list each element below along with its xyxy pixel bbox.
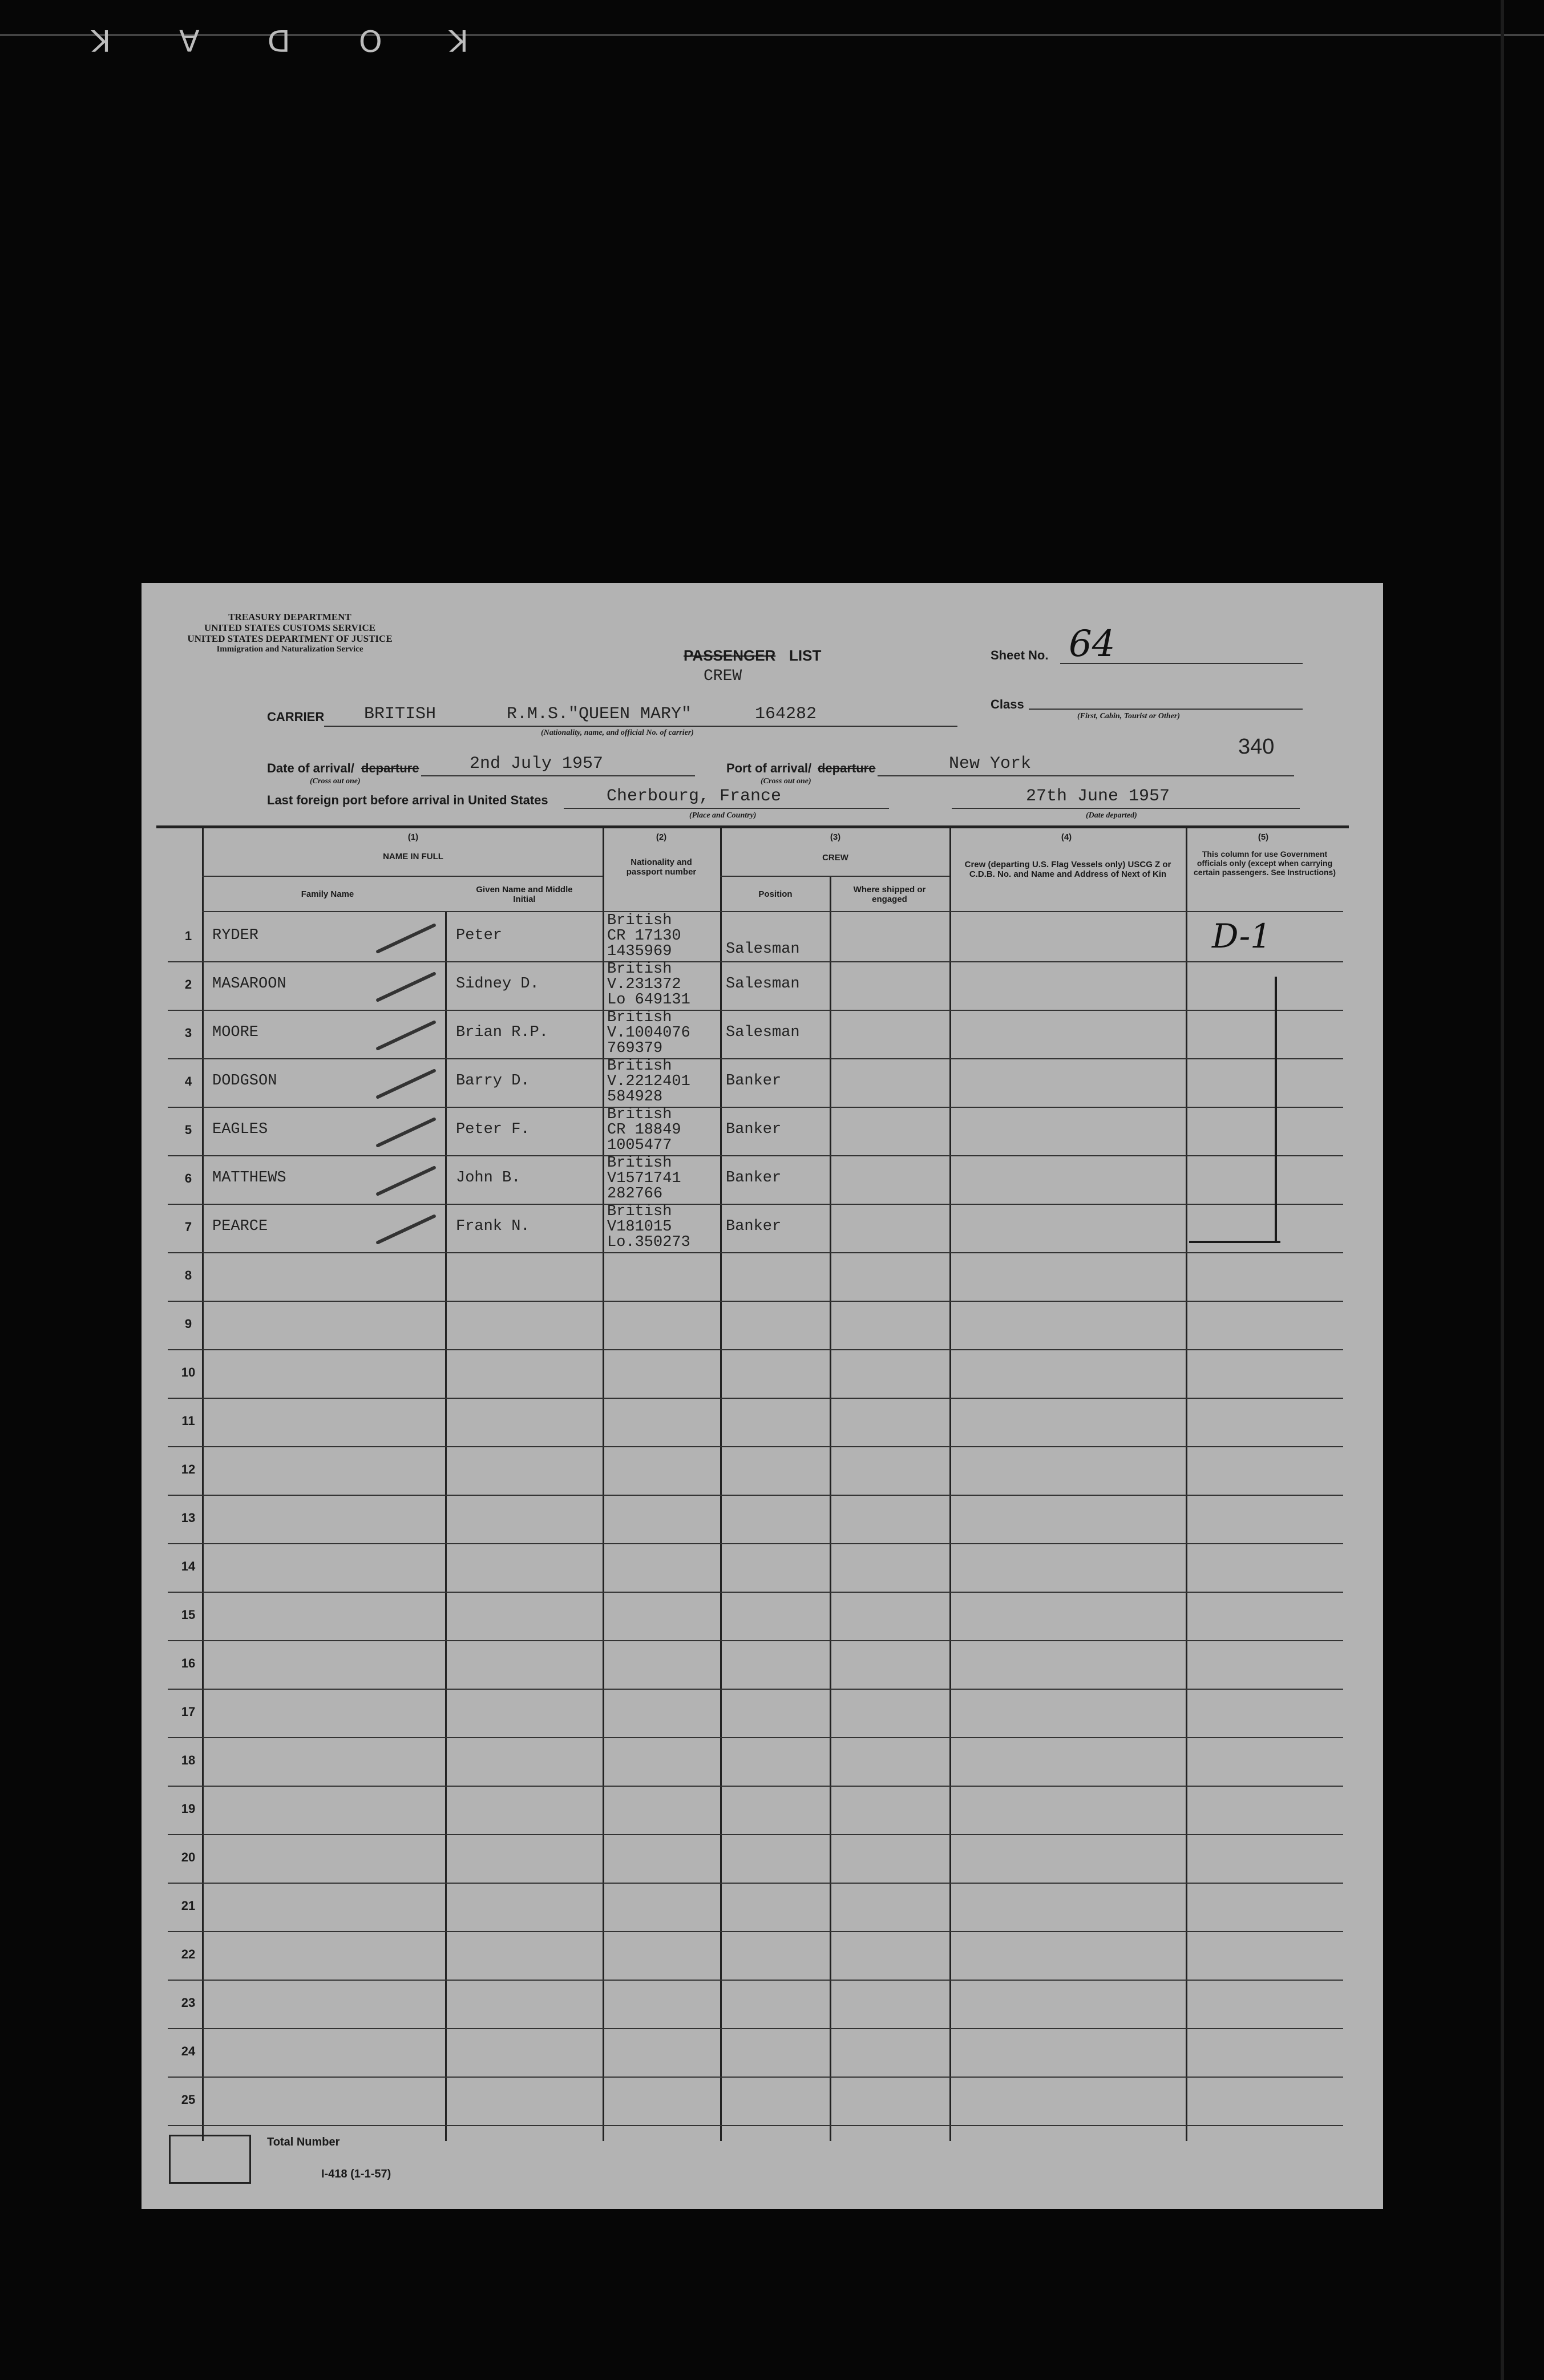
passport-line-3: Lo.350273 [607, 1234, 690, 1251]
col5-bracket-line [1275, 977, 1277, 1242]
table-row: 2 MASAROON Sidney D. British V.231372 Lo 649131 Salesman [168, 961, 1343, 1011]
col3a-position: Position [758, 889, 793, 899]
class-underline [1029, 709, 1303, 710]
position-cell: Banker [726, 1121, 782, 1138]
passport-line-2: V.231372 [607, 976, 681, 993]
form-id: I-418 (1-1-57) [321, 2168, 391, 2180]
class-label: Class [991, 697, 1024, 711]
last-port-underline [564, 808, 889, 809]
table-row: 13 [168, 1495, 1343, 1544]
position-cell: Salesman [726, 1024, 800, 1041]
table-row: 5 EAGLES Peter F. British CR 18849 1005477 Banker [168, 1107, 1343, 1156]
sheet-no-label: Sheet No. [991, 648, 1049, 662]
carrier-nationality: BRITISH [364, 705, 436, 724]
last-port-hint: (Place and Country) [689, 811, 757, 820]
header-bottom-rule [202, 911, 1343, 912]
port-underline [878, 775, 1294, 776]
passport-line-3: 1435969 [607, 943, 672, 960]
carrier-ship-name: R.M.S."QUEEN MARY" [507, 705, 692, 724]
given-name-cell: John B. [456, 1169, 521, 1187]
table-row: 14 [168, 1543, 1343, 1593]
position-cell: Salesman [726, 941, 800, 958]
passport-line-2: V.1004076 [607, 1025, 690, 1042]
family-name-cell: EAGLES [212, 1121, 268, 1138]
passport-line-1: British [607, 912, 672, 929]
col5-title: This column for use Government officials only (except when carrying certain passengers. See Instructions) [1194, 849, 1336, 877]
last-port-value: Cherbourg, France [607, 787, 782, 806]
given-name-cell: Peter F. [456, 1121, 530, 1138]
table-row: 19 [168, 1786, 1343, 1835]
given-name-cell: Peter [456, 927, 503, 944]
passport-line-1: British [607, 1058, 672, 1075]
date-departed-hint: (Date departed) [1086, 811, 1137, 820]
table-row: 20 [168, 1834, 1343, 1884]
col2-title: Nationality and passport number [626, 857, 697, 877]
arrival-underline [421, 775, 695, 776]
passport-line-1: British [607, 1203, 672, 1220]
check-mark [375, 1068, 436, 1099]
sheet-no-value: 64 [1069, 623, 1115, 665]
passport-line-1: British [607, 961, 672, 978]
col1b-given-name: Given Name and Middle Initial [476, 885, 573, 904]
col5-bracket-foot [1189, 1241, 1280, 1243]
name-subheader-rule [202, 876, 603, 877]
carrier-hint: (Nationality, name, and official No. of carrier) [541, 728, 694, 737]
family-name-cell: DODGSON [212, 1072, 277, 1090]
crew-subheader-rule [720, 876, 949, 877]
stamp-number: 340 [1238, 735, 1275, 759]
table-row: 11 [168, 1398, 1343, 1447]
table-row: 23 [168, 1980, 1343, 2029]
table-row: 24 [168, 2028, 1343, 2078]
passport-line-1: British [607, 1009, 672, 1026]
passport-line-1: British [607, 1106, 672, 1123]
table-row: 21 [168, 1883, 1343, 1932]
table-row: 10 [168, 1349, 1343, 1399]
check-mark [375, 972, 436, 1002]
passport-line-2: V181015 [607, 1219, 672, 1236]
carrier-label: CARRIER [267, 710, 325, 724]
table-row: 17 [168, 1689, 1343, 1738]
table-row: 7 PEARCE Frank N. British V181015 Lo.350273 Banker [168, 1204, 1343, 1253]
passport-line-2: CR 17130 [607, 928, 681, 945]
agency-line-2: UNITED STATES CUSTOMS SERVICE [204, 622, 376, 633]
table-row: 1 RYDER Peter British CR 17130 1435969 Salesman [168, 913, 1343, 962]
check-mark [375, 923, 436, 954]
date-departed-underline [952, 808, 1300, 809]
table-row: 16 [168, 1640, 1343, 1690]
passport-line-2: CR 18849 [607, 1122, 681, 1139]
carrier-official-number: 164282 [755, 705, 817, 724]
family-name-cell: RYDER [212, 927, 259, 944]
passport-line-2: V1571741 [607, 1170, 681, 1187]
table-row: 12 [168, 1446, 1343, 1496]
table-row: 18 [168, 1737, 1343, 1787]
table-top-rule [156, 825, 1349, 828]
col3b-where-shipped: Where shipped or engaged [853, 885, 926, 904]
port-hint: (Cross out one) [761, 777, 811, 786]
position-cell: Banker [726, 1072, 782, 1090]
position-cell: Salesman [726, 976, 800, 993]
col5-number: (5) [1258, 832, 1269, 842]
arrival-departure-struck: departure [361, 761, 419, 775]
table-row: 15 [168, 1592, 1343, 1641]
passport-line-3: 282766 [607, 1185, 663, 1203]
agency-line-3: UNITED STATES DEPARTMENT OF JUSTICE [187, 633, 393, 644]
passport-line-2: V.2212401 [607, 1073, 690, 1090]
film-brand-label: KODAK [23, 23, 468, 57]
col4-number: (4) [1061, 832, 1072, 842]
given-name-cell: Frank N. [456, 1218, 530, 1235]
table-row: 25 [168, 2077, 1343, 2126]
port-departure-struck: departure [818, 761, 876, 775]
col5-handwritten-mark: D-1 [1212, 917, 1272, 956]
table-row: 9 [168, 1301, 1343, 1350]
family-name-cell: MATTHEWS [212, 1169, 286, 1187]
col2-number: (2) [656, 832, 667, 842]
title-passenger-struck: PASSENGER [684, 647, 776, 664]
family-name-cell: PEARCE [212, 1218, 268, 1235]
passport-line-3: 1005477 [607, 1137, 672, 1154]
check-mark [375, 1214, 436, 1245]
col1a-family-name: Family Name [301, 889, 354, 899]
arrival-hint: (Cross out one) [310, 777, 361, 786]
col4-title: Crew (departing U.S. Flag Vessels only) USCG Z or C.D.B. No. and Name and Address of Next of Kin [964, 860, 1171, 879]
check-mark [375, 1020, 436, 1051]
date-departed-value: 27th June 1957 [1026, 787, 1170, 806]
title-list: LIST [789, 647, 822, 664]
class-hint: (First, Cabin, Tourist or Other) [1077, 712, 1180, 721]
total-number-box [169, 2135, 251, 2184]
total-number-label: Total Number [267, 2136, 340, 2148]
col1-title: NAME IN FULL [383, 852, 443, 861]
passport-line-1: British [607, 1155, 672, 1172]
passport-line-3: 584928 [607, 1088, 663, 1106]
title-crew: CREW [704, 667, 742, 685]
table-row: 3 MOORE Brian R.P. British V.1004076 769379 Salesman [168, 1010, 1343, 1059]
film-right-edge [1501, 0, 1504, 2380]
check-mark [375, 1165, 436, 1196]
position-cell: Banker [726, 1169, 782, 1187]
passport-line-3: 769379 [607, 1040, 663, 1057]
last-port-label: Last foreign port before arrival in United States [267, 793, 548, 807]
col3-number: (3) [830, 832, 841, 842]
passport-line-3: Lo 649131 [607, 991, 690, 1009]
carrier-underline [324, 726, 957, 727]
arrival-date: 2nd July 1957 [470, 754, 604, 774]
crew-table [168, 825, 1343, 2138]
family-name-cell: MOORE [212, 1024, 259, 1041]
given-name-cell: Barry D. [456, 1072, 530, 1090]
port-value: New York [949, 754, 1032, 774]
arrival-label: Date of arrival/ [267, 761, 354, 775]
family-name-cell: MASAROON [212, 976, 286, 993]
manifest-sheet [142, 583, 1383, 2209]
table-row: 8 [168, 1252, 1343, 1302]
col3-title: CREW [822, 853, 848, 863]
col1-number: (1) [407, 832, 419, 842]
given-name-cell: Brian R.P. [456, 1024, 549, 1041]
position-cell: Banker [726, 1218, 782, 1235]
agency-line-1: TREASURY DEPARTMENT [228, 612, 351, 622]
table-row: 4 DODGSON Barry D. British V.2212401 584928 Banker [168, 1058, 1343, 1108]
table-row: 22 [168, 1931, 1343, 1981]
given-name-cell: Sidney D. [456, 976, 539, 993]
table-row: 6 MATTHEWS John B. British V1571741 282766 Banker [168, 1155, 1343, 1205]
port-label: Port of arrival/ [726, 761, 812, 775]
check-mark [375, 1117, 436, 1148]
agency-line-4: Immigration and Naturalization Service [216, 645, 363, 654]
